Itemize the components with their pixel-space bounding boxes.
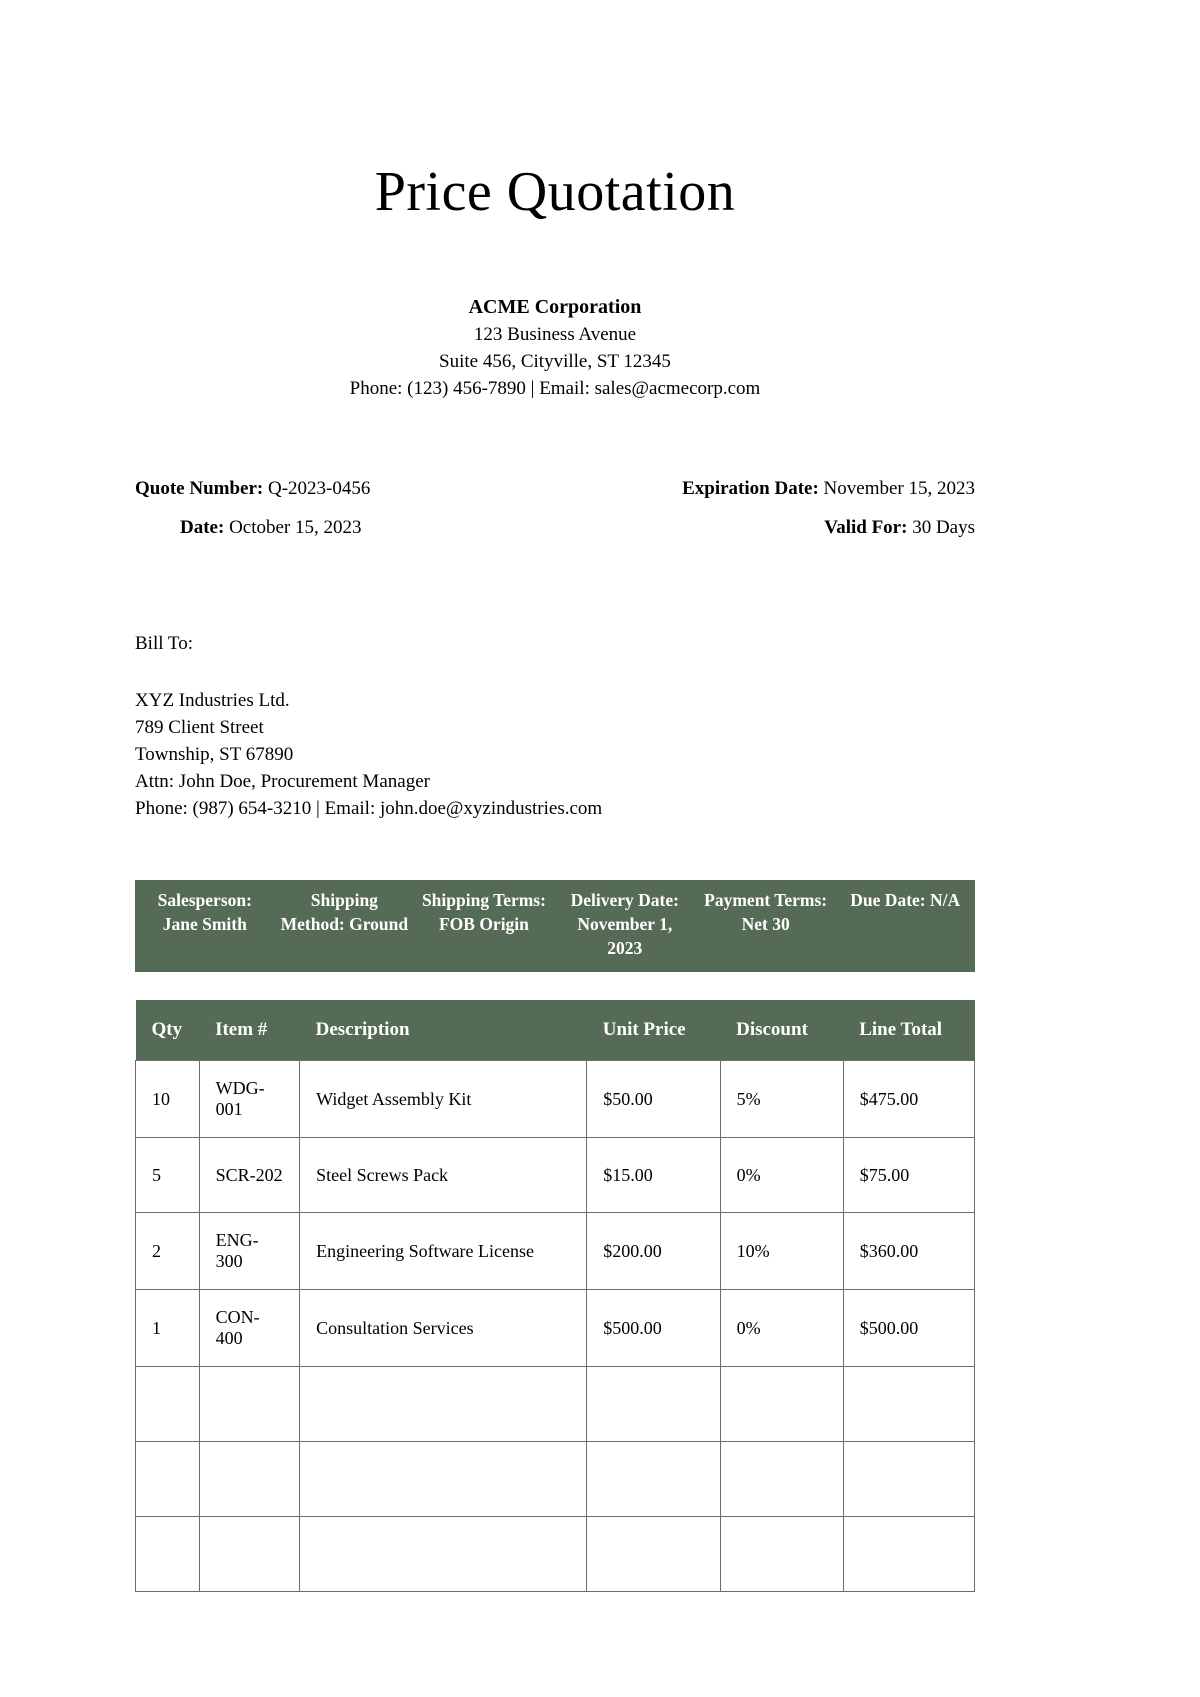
table-row	[136, 1138, 975, 1213]
cell-description: Engineering Software License	[300, 1213, 587, 1290]
column-header-item: Item #	[199, 1000, 300, 1061]
cell-line-total	[843, 1517, 974, 1592]
table-row	[136, 1213, 975, 1290]
cell-description: Consultation Services	[300, 1290, 587, 1367]
quote-meta-row-1	[135, 478, 975, 500]
quote-meta-row-2	[135, 517, 975, 539]
valid-for-field	[578, 517, 976, 539]
quote-date-field	[135, 517, 578, 539]
cell-qty: 10	[136, 1061, 200, 1138]
cell-discount	[720, 1442, 843, 1517]
bill-to-line: Phone: (987) 654-3210 | Email: john.doe@xyzindustries.com	[135, 798, 603, 819]
cell-discount: 10%	[720, 1213, 843, 1290]
cell-item: CON-400	[199, 1290, 300, 1367]
table-header-row	[136, 1000, 975, 1061]
cell-line-total	[843, 1442, 974, 1517]
cell-line-total: $500.00	[843, 1290, 974, 1367]
cell-qty: 5	[136, 1138, 200, 1213]
column-header-unit-price: Unit Price	[587, 1000, 720, 1061]
company-name: ACME Corporation	[468, 296, 642, 318]
quote-number-label: Quote Number:	[135, 478, 264, 499]
company-address-line-1: 123 Business Avenue	[473, 324, 637, 345]
cell-discount: 0%	[720, 1138, 843, 1213]
cell-item	[199, 1367, 300, 1442]
bill-to-line: 789 Client Street	[135, 717, 264, 738]
cell-unit-price: $15.00	[587, 1138, 720, 1213]
cell-unit-price	[587, 1367, 720, 1442]
bill-to-heading: Bill To:	[135, 633, 193, 654]
cell-discount	[720, 1517, 843, 1592]
cell-discount: 5%	[720, 1061, 843, 1138]
cell-description: Steel Screws Pack	[300, 1138, 587, 1213]
cell-item	[199, 1517, 300, 1592]
cell-item	[199, 1442, 300, 1517]
page-title: Price Quotation	[374, 161, 736, 223]
terms-cell-shipping-terms: Shipping Terms: FOB Origin	[421, 890, 546, 934]
terms-cell-payment-terms: Payment Terms: Net 30	[704, 890, 828, 934]
bill-to-line: Township, ST 67890	[135, 744, 294, 765]
cell-line-total	[843, 1367, 974, 1442]
cell-item: SCR-202	[199, 1138, 300, 1213]
column-header-description: Description	[300, 1000, 587, 1061]
cell-unit-price	[587, 1517, 720, 1592]
bill-to-line: Attn: John Doe, Procurement Manager	[135, 771, 430, 792]
cell-description	[300, 1517, 587, 1592]
terms-cell-due-date: Due Date: N/A	[850, 890, 961, 910]
cell-qty: 2	[136, 1213, 200, 1290]
column-header-discount: Discount	[720, 1000, 843, 1061]
table-row	[136, 1517, 975, 1592]
cell-description	[300, 1367, 587, 1442]
expiration-date-field	[572, 478, 975, 500]
bill-to-line: XYZ Industries Ltd.	[135, 690, 290, 711]
cell-qty: 1	[136, 1290, 200, 1367]
table-row	[136, 1061, 975, 1138]
company-address-line-2: Suite 456, Cityville, ST 12345	[439, 351, 671, 372]
terms-cell-salesperson: Salesperson: Jane Smith	[157, 890, 252, 934]
quote-date-label: Date:	[180, 517, 225, 538]
column-header-qty: Qty	[136, 1000, 200, 1061]
quote-number-field	[135, 478, 538, 500]
bill-to-section	[135, 630, 975, 822]
cell-line-total: $475.00	[843, 1061, 974, 1138]
cell-item: WDG-001	[199, 1061, 300, 1138]
cell-qty	[136, 1517, 200, 1592]
cell-unit-price: $500.00	[587, 1290, 720, 1367]
cell-description: Widget Assembly Kit	[300, 1061, 587, 1138]
terms-strip	[135, 880, 975, 972]
quote-number-value: Q-2023-0456	[267, 478, 371, 499]
cell-discount: 0%	[720, 1290, 843, 1367]
cell-unit-price: $50.00	[587, 1061, 720, 1138]
cell-unit-price: $200.00	[587, 1213, 720, 1290]
quote-meta	[135, 478, 975, 556]
cell-discount	[720, 1367, 843, 1442]
cell-line-total: $75.00	[843, 1138, 974, 1213]
table-row	[136, 1367, 975, 1442]
terms-cell-delivery-date: Delivery Date: November 1, 2023	[570, 890, 679, 958]
line-items-table	[135, 1000, 975, 1592]
valid-for-value: 30 Days	[912, 517, 975, 538]
cell-qty	[136, 1442, 200, 1517]
expiration-date-label: Expiration Date:	[682, 478, 819, 499]
expiration-date-value: November 15, 2023	[823, 478, 975, 499]
quote-date-value: October 15, 2023	[229, 517, 362, 538]
company-contact-line: Phone: (123) 456-7890 | Email: sales@acmecorp.com	[349, 378, 761, 399]
cell-description	[300, 1442, 587, 1517]
bill-to-address	[135, 687, 975, 822]
cell-line-total: $360.00	[843, 1213, 974, 1290]
table-row	[136, 1290, 975, 1367]
company-header	[135, 293, 975, 402]
cell-qty	[136, 1367, 200, 1442]
valid-for-label: Valid For:	[824, 517, 908, 538]
table-row	[136, 1442, 975, 1517]
terms-cell-shipping-method: Shipping Method: Ground	[280, 890, 409, 934]
column-header-line-total: Line Total	[843, 1000, 974, 1061]
cell-item: ENG-300	[199, 1213, 300, 1290]
cell-unit-price	[587, 1442, 720, 1517]
